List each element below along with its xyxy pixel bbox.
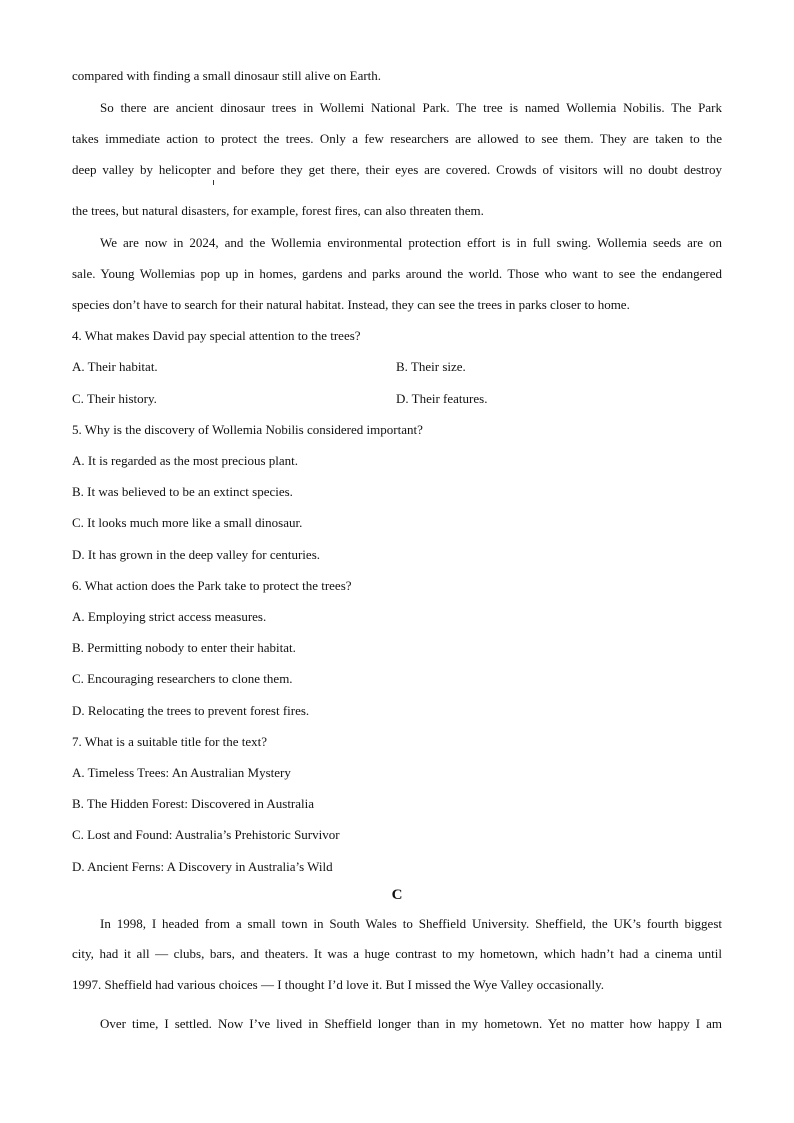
option-d: D. Their features. — [396, 391, 488, 406]
passage-line: species don’t have to search for their natural habitat. Instead, they can see the trees in parks closer to home. — [72, 297, 630, 312]
option-c: C. It looks much more like a small dinosaur. — [72, 515, 303, 530]
option-b: B. Permitting nobody to enter their habitat. — [72, 640, 296, 655]
passage-line: city, had it all — clubs, bars, and theaters. It was a huge contrast to my hometown, which hadn’t had a cinema until — [72, 946, 722, 961]
question-stem: 5. Why is the discovery of Wollemia Nobilis considered important? — [72, 422, 423, 437]
section-heading: C — [391, 887, 403, 903]
passage-line: compared with finding a small dinosaur still alive on Earth. — [72, 68, 382, 83]
option-a: A. It is regarded as the most precious plant. — [72, 453, 298, 468]
passage-line: In 1998, I headed from a small town in South Wales to Sheffield University. Sheffield, the UK’s fourth biggest — [100, 916, 722, 931]
option-a: A. Timeless Trees: An Australian Mystery — [72, 765, 291, 780]
passage-line: deep valley by helicopter and before they get there, their eyes are covered. Crowds of visitors will no doubt destroy — [72, 162, 722, 177]
passage-line: We are now in 2024, and the Wollemia environmental protection effort is in full swing. Wollemia seeds are on — [100, 235, 722, 250]
option-d: D. Relocating the trees to prevent forest fires. — [72, 703, 310, 718]
passage-line: 1997. Sheffield had various choices — I thought I’d love it. But I missed the Wye Valley occasionally. — [72, 977, 604, 992]
question-stem: 7. What is a suitable title for the text? — [72, 734, 268, 749]
option-a: A. Employing strict access measures. — [72, 609, 267, 624]
option-d: D. Ancient Ferns: A Discovery in Australia’s Wild — [72, 859, 333, 874]
question-stem: 6. What action does the Park take to protect the trees? — [72, 578, 352, 593]
passage-line: Over time, I settled. Now I’ve lived in Sheffield longer than in my hometown. Yet no matter how happy I am — [100, 1016, 722, 1031]
option-b: B. It was believed to be an extinct species. — [72, 484, 293, 499]
passage-line: the trees, but natural disasters, for example, forest fires, can also threaten them. — [72, 203, 484, 218]
option-d: D. It has grown in the deep valley for centuries. — [72, 547, 321, 562]
question-stem: 4. What makes David pay special attention to the trees? — [72, 328, 361, 343]
passage-line: takes immediate action to protect the trees. Only a few researchers are allowed to see them. They are taken to the — [72, 131, 722, 146]
passage-line: sale. Young Wollemias pop up in homes, gardens and parks around the world. Those who want to see the endangered — [72, 266, 722, 281]
option-c: C. Their history. — [72, 391, 157, 406]
option-c: C. Encouraging researchers to clone them. — [72, 671, 293, 686]
option-c: C. Lost and Found: Australia’s Prehistoric Survivor — [72, 827, 340, 842]
option-b: B. The Hidden Forest: Discovered in Australia — [72, 796, 315, 811]
caret-mark — [213, 180, 214, 185]
option-b: B. Their size. — [396, 359, 466, 374]
passage-line: So there are ancient dinosaur trees in Wollemi National Park. The tree is named Wollemia Nobilis. The Park — [100, 100, 722, 115]
option-a: A. Their habitat. — [72, 359, 158, 374]
